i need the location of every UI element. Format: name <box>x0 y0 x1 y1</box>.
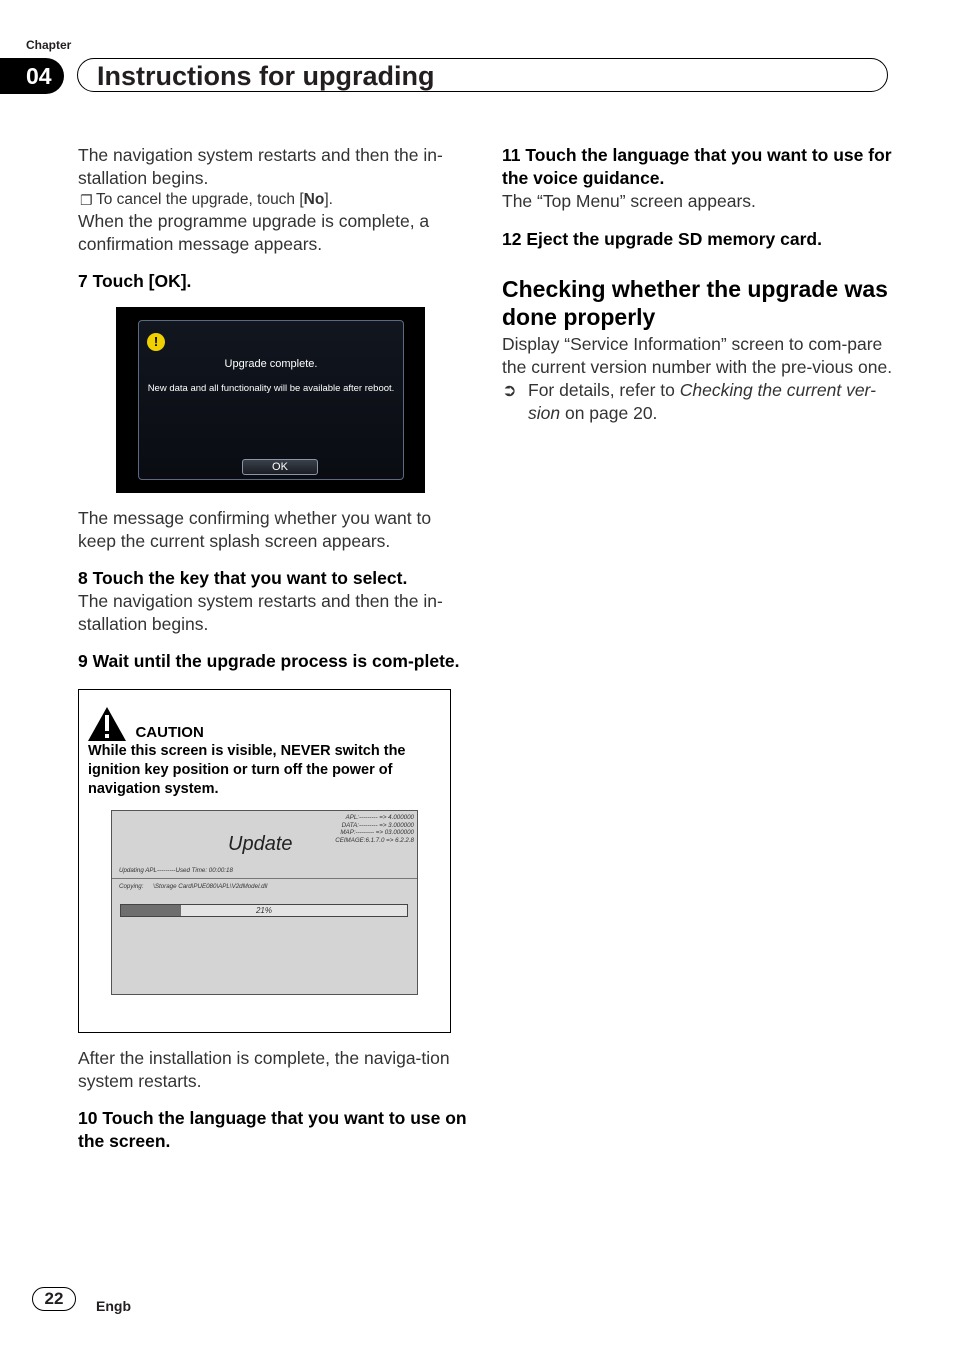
step-7: 7 Touch [OK]. <box>78 271 192 291</box>
reference-note <box>502 379 902 425</box>
copy-label: Copying: <box>119 883 144 890</box>
restart-paragraph: The navigation system restarts and then the in-stallation begins. <box>78 591 443 634</box>
reference-suffix: on page 20. <box>560 403 658 423</box>
section-heading: Checking whether the upgrade was done properly <box>502 276 888 330</box>
cancel-note-text: To cancel the upgrade, touch [ <box>96 191 304 208</box>
top-menu-suffix: ” screen appears. <box>619 191 756 211</box>
dialog-frame <box>138 320 404 480</box>
left-column <box>78 144 468 1153</box>
copy-path: \Storage Card\PUE080\APL\V2dModel.dll <box>153 883 268 890</box>
arrow-icon: ➲ <box>502 380 517 400</box>
step-11: 11 Touch the language that you want to use for the voice guidance. <box>502 145 892 188</box>
chapter-number-tab: 04 <box>0 58 64 94</box>
reference-link[interactable]: Checking the current ver-sion <box>528 380 876 423</box>
step-10: 10 Touch the language that you want to use on the screen. <box>78 1108 467 1151</box>
chapter-label: Chapter <box>26 38 72 52</box>
cancel-note-end: ]. <box>324 191 333 208</box>
right-column <box>502 144 902 425</box>
checkbox-bullet-icon: ❐ <box>80 192 93 208</box>
caution-text: While this screen is visible, NEVER switch the ignition key position or turn off the power of navigation system. <box>88 743 406 797</box>
warning-icon: ! <box>147 333 165 351</box>
progress-bar <box>120 904 408 917</box>
page-title: Instructions for upgrading <box>97 61 435 91</box>
step-12: 12 Eject the upgrade SD memory card. <box>502 229 822 249</box>
confirmation-paragraph: When the programme upgrade is complete, a confirmation message appears. <box>78 211 430 254</box>
update-status: Updating APL---------Used Time: 00:00:18 <box>119 867 233 874</box>
reference-prefix: For details, refer to <box>528 380 680 400</box>
after-install-paragraph: After the installation is complete, the naviga-tion system restarts. <box>78 1048 450 1091</box>
top-menu-term: Top Menu <box>542 191 620 211</box>
service-info-prefix: Display “ <box>502 334 571 354</box>
top-menu-paragraph <box>502 190 902 213</box>
install-paragraph: The navigation system restarts and then the in-stallation begins. <box>78 145 443 188</box>
splash-paragraph: The message confirming whether you want to keep the current splash screen appears. <box>78 508 432 551</box>
update-screenshot <box>111 810 418 995</box>
version-line: DATA:--------- => 3.000000 <box>341 821 414 829</box>
progress-text: 21% <box>255 906 272 915</box>
upgrade-complete-screenshot <box>116 307 425 493</box>
language-code: Engb <box>96 1298 131 1314</box>
version-line: APL:--------- => 4.000000 <box>345 814 414 821</box>
copy-line <box>119 883 267 890</box>
no-key: No <box>303 191 325 208</box>
top-menu-prefix: The “ <box>502 191 543 211</box>
divider <box>112 878 417 879</box>
version-line: CEIMAGE:6.1.7.0 => 6.2.2.8 <box>335 836 414 844</box>
page-number: 22 <box>32 1287 76 1311</box>
caution-label: CAUTION <box>135 724 204 741</box>
service-info-term: Service Information <box>570 334 721 354</box>
caution-triangle-icon <box>87 706 127 742</box>
cancel-note <box>78 190 468 210</box>
step-9: 9 Wait until the upgrade process is com-plete. <box>78 651 460 671</box>
step-8: 8 Touch the key that you want to select. <box>78 568 408 588</box>
update-title: Update <box>228 833 293 855</box>
version-list <box>335 814 414 844</box>
caution-box <box>78 689 451 1033</box>
ok-button[interactable]: OK <box>242 459 318 475</box>
service-info-suffix: ” screen to com-pare the current version number with the pre-vious one. <box>502 334 893 377</box>
service-info-paragraph <box>502 333 902 379</box>
dialog-title: Upgrade complete. <box>224 358 318 370</box>
dialog-message: New data and all functionality will be available after reboot. <box>147 383 395 394</box>
caution-header <box>87 706 204 742</box>
version-line: MAP:--------- => 03.000000 <box>340 829 414 836</box>
